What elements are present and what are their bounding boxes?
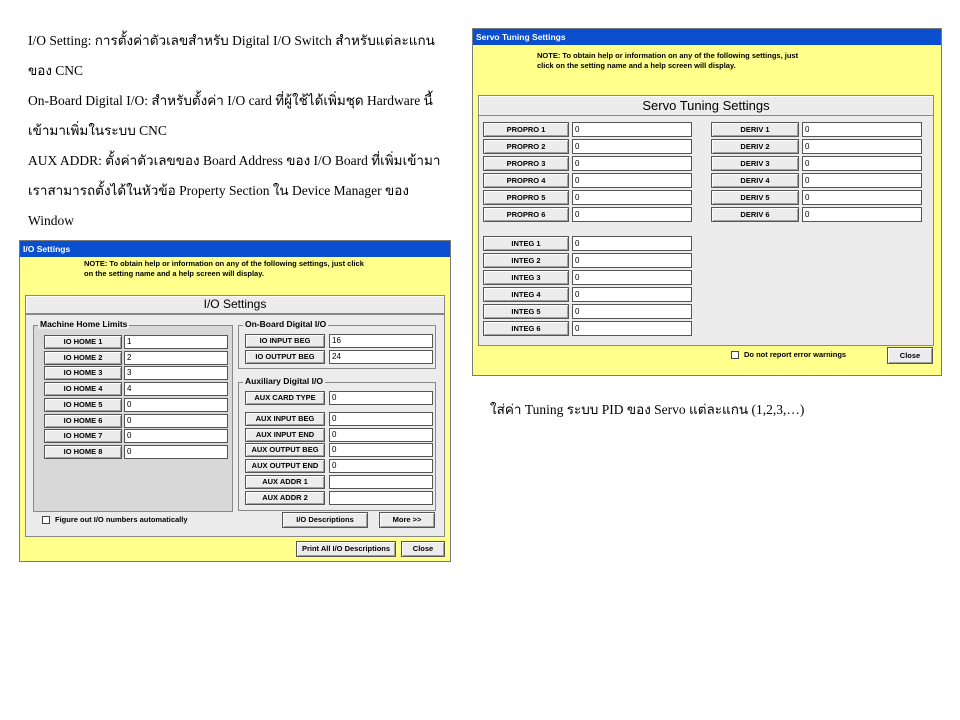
onboard-button-1[interactable]: IO INPUT BEG [245,334,325,348]
io-home-button-2[interactable]: IO HOME 2 [44,351,122,365]
io-notes [28,26,446,236]
aux-button-4[interactable]: AUX OUTPUT END [245,459,325,473]
servo-note-line-1: NOTE: To obtain help or information on any of the following settings, just [537,51,799,60]
aux-card-type-field[interactable]: 0 [329,391,433,405]
aux-field-5[interactable] [329,475,433,489]
io-home-field-5[interactable]: 0 [124,398,228,412]
deriv-field-4[interactable]: 0 [802,173,922,188]
io-home-button-7[interactable]: IO HOME 7 [44,429,122,443]
deriv-button-5[interactable]: DERIV 5 [711,190,799,205]
io-note-line-2: on the setting name and a help screen will display. [84,269,264,278]
io-note-line-1: NOTE: To obtain help or information on any of the following settings, just click [84,259,364,268]
deriv-button-1[interactable]: DERIV 1 [711,122,799,137]
io-home-button-6[interactable]: IO HOME 6 [44,414,122,428]
deriv-field-1[interactable]: 0 [802,122,922,137]
propro-button-3[interactable]: PROPRO 3 [483,156,569,171]
integ-button-4[interactable]: INTEG 4 [483,287,569,302]
aux-button-6[interactable]: AUX ADDR 2 [245,491,325,505]
io-descriptions-button[interactable]: I/O Descriptions [282,512,368,528]
io-home-button-5[interactable]: IO HOME 5 [44,398,122,412]
integ-field-1[interactable]: 0 [572,236,692,251]
io-window-titlebar: I/O Settings [20,241,450,257]
integ-field-3[interactable]: 0 [572,270,692,285]
io-home-field-7[interactable]: 0 [124,429,228,443]
integ-button-1[interactable]: INTEG 1 [483,236,569,251]
aux-button-3[interactable]: AUX OUTPUT BEG [245,443,325,457]
deriv-button-4[interactable]: DERIV 4 [711,173,799,188]
io-settings-window [19,240,451,562]
aux-field-2[interactable]: 0 [329,428,433,442]
deriv-field-3[interactable]: 0 [802,156,922,171]
io-home-button-4[interactable]: IO HOME 4 [44,382,122,396]
servo-tuning-panel [478,115,934,346]
integ-button-5[interactable]: INTEG 5 [483,304,569,319]
integ-field-5[interactable]: 0 [572,304,692,319]
propro-button-6[interactable]: PROPRO 6 [483,207,569,222]
propro-field-3[interactable]: 0 [572,156,692,171]
servo-tuning-window [472,28,942,376]
integ-button-6[interactable]: INTEG 6 [483,321,569,336]
servo-tuning-header: Servo Tuning Settings [478,95,934,116]
aux-field-1[interactable]: 0 [329,412,433,426]
aux-field-6[interactable] [329,491,433,505]
machine-home-title: Machine Home Limits [40,319,128,329]
aux-field-4[interactable]: 0 [329,459,433,473]
servo-caption: ใส่ค่า Tuning ระบบ PID ของ Servo แต่ละแกน (1,2,3,…) [490,402,805,417]
io-home-field-8[interactable]: 0 [124,445,228,459]
deriv-button-6[interactable]: DERIV 6 [711,207,799,222]
aux-field-3[interactable]: 0 [329,443,433,457]
propro-field-4[interactable]: 0 [572,173,692,188]
io-close-button[interactable]: Close [401,541,445,557]
note-aux-addr: AUX ADDR: ตั้งค่าตัวเลขของ Board Address ของ I/O Board ที่เพิ่มเข้ามา เราสามารถตั้งได้ในหัวข้อ Property Section ใน Device Manager ของ Window [28,153,441,228]
deriv-field-6[interactable]: 0 [802,207,922,222]
aux-card-type-button[interactable]: AUX CARD TYPE [245,391,325,405]
io-home-field-1[interactable]: 1 [124,335,228,349]
print-all-io-button[interactable]: Print All I/O Descriptions [296,541,396,557]
no-error-warnings-checkbox[interactable] [731,351,739,359]
servo-window-note [537,51,917,71]
integ-button-2[interactable]: INTEG 2 [483,253,569,268]
note-onboard: On-Board Digital I/O: สำหรับตั้งค่า I/O card ที่ผู้ใช้ได้เพิ่มชุด Hardware นี้เข้ามาเพิ่มในระบบ CNC [28,93,433,138]
propro-button-5[interactable]: PROPRO 5 [483,190,569,205]
integ-field-4[interactable]: 0 [572,287,692,302]
aux-io-group [238,376,436,511]
aux-button-2[interactable]: AUX INPUT END [245,428,325,442]
io-settings-panel [25,314,445,537]
onboard-io-title: On-Board Digital I/O [245,319,327,329]
io-settings-header: I/O Settings [25,295,445,314]
io-home-field-2[interactable]: 2 [124,351,228,365]
integ-button-3[interactable]: INTEG 3 [483,270,569,285]
aux-button-5[interactable]: AUX ADDR 1 [245,475,325,489]
io-home-button-1[interactable]: IO HOME 1 [44,335,122,349]
servo-window-titlebar: Servo Tuning Settings [473,29,941,45]
io-home-button-3[interactable]: IO HOME 3 [44,366,122,380]
propro-field-5[interactable]: 0 [572,190,692,205]
propro-field-2[interactable]: 0 [572,139,692,154]
auto-io-checkbox[interactable] [42,516,50,524]
aux-io-title: Auxiliary Digital I/O [245,376,323,386]
propro-button-2[interactable]: PROPRO 2 [483,139,569,154]
io-home-field-3[interactable]: 3 [124,366,228,380]
auto-io-checkbox-label: Figure out I/O numbers automatically [55,515,188,524]
io-home-field-4[interactable]: 4 [124,382,228,396]
deriv-field-5[interactable]: 0 [802,190,922,205]
onboard-field-1[interactable]: 16 [329,334,433,348]
io-home-button-8[interactable]: IO HOME 8 [44,445,122,459]
onboard-field-2[interactable]: 24 [329,350,433,364]
deriv-button-3[interactable]: DERIV 3 [711,156,799,171]
onboard-io-group [238,319,436,369]
propro-button-1[interactable]: PROPRO 1 [483,122,569,137]
deriv-button-2[interactable]: DERIV 2 [711,139,799,154]
integ-field-6[interactable]: 0 [572,321,692,336]
servo-close-button[interactable]: Close [887,347,933,364]
onboard-button-2[interactable]: IO OUTPUT BEG [245,350,325,364]
note-io-setting: I/O Setting: การตั้งค่าตัวเลขสำหรับ Digital I/O Switch สำหรับแต่ละแกน ของ CNC [28,33,435,78]
io-home-field-6[interactable]: 0 [124,414,228,428]
no-error-warnings-label: Do not report error warnings [744,350,847,359]
machine-home-group [33,319,233,512]
aux-button-1[interactable]: AUX INPUT BEG [245,412,325,426]
more-button[interactable]: More >> [379,512,435,528]
propro-field-1[interactable]: 0 [572,122,692,137]
servo-note-line-2: click on the setting name and a help screen will display. [537,61,736,70]
propro-button-4[interactable]: PROPRO 4 [483,173,569,188]
propro-field-6[interactable]: 0 [572,207,692,222]
deriv-field-2[interactable]: 0 [802,139,922,154]
io-window-note [84,259,424,279]
integ-field-2[interactable]: 0 [572,253,692,268]
